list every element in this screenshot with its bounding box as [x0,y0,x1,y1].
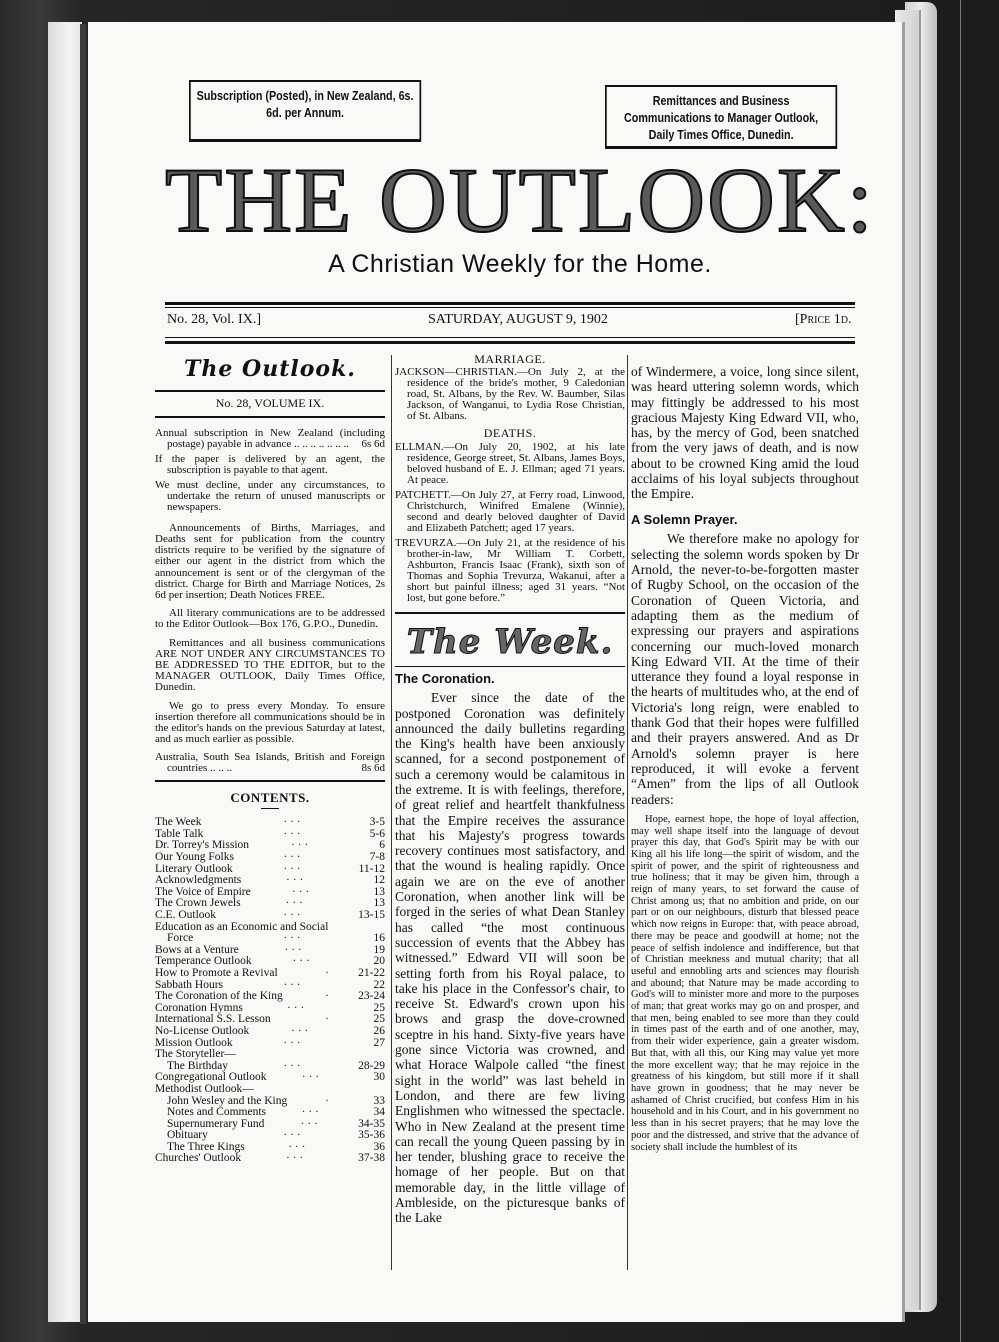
contents-entry-title: Methodist Outlook— [155,1082,254,1095]
contents-entry-page: 7-8 [369,851,385,864]
volume-line: No. 28, VOLUME IX. [215,396,325,410]
contents-entry-title: Notes and Comments [167,1106,267,1119]
contents-leader-dots: · [325,966,329,979]
the-week-title: The Week. [406,621,614,662]
contents-entry [155,991,385,1003]
contents-entry-page: 5-6 [369,827,385,840]
contents-entry-title: Supernumerary Fund [167,1117,265,1130]
contents-entry-title: Bows at a Venture [155,943,239,956]
contents-entry-page [347,1049,385,1061]
contents-entry-title: Acknowledgments [155,874,242,887]
contents-entry [155,1049,385,1061]
column-divider-1 [391,355,392,1270]
overseas-price: 8s 6d [361,762,385,775]
contents-leader-dots: · · · [283,827,301,840]
contents-leader-dots: · · · [284,943,302,956]
contents-entry [155,910,385,922]
contents-entry-page: 22 [373,978,385,991]
contents-entry-title: No-License Outlook [155,1024,250,1037]
contents-entry-title: Table Talk [155,827,204,840]
contents-leader-dots: · · · [283,851,301,864]
solemn-prayer-heading: A Solemn Prayer. [631,511,738,527]
contents-entry-page: 27 [373,1036,385,1049]
marriage-heading: MARRIAGE. [474,352,546,366]
marriage-notice: JACKSON—CHRISTIAN.—On July 2, at the residence of the bride's mother, 9 Caledonian road, St. Albans, by the Rev. W. Baumber, Silas Jackson, of Wanganui, to Lydia Rose Christian, of St. Albans. [395,366,625,423]
prayer-quote: Hope, earnest hope, the hope of loyal affection, may well shape itself into the language of devout prayer this day, that God's Spirit may be with our King all his life long—the spirit of wisdom, and the spirit of power, and the spirit of righteousness and true holiness; that it may be given him, through a reign of many years, to set forward the cause of Christ among us; that no ambition and pride, on our part or on our neighbours, disturb that blessed peace which now reigns in Europe: that, with peace abroad, there may be peace and goodwill at home; not the peace of selfish indolence and indifference, but that of Christian meekness and mutual charity; that all useful and ennobling arts and sciences may flourish and abound; that Nature may be made according to God's will to minister more and more to the purposes of man; that great works may go on and prosper, and that men, being enabled to see more than they could in times past of the earth and of one another, may, from their wider experience, gain a greater wisdom. But that, with all this, our King may value yet more the more excellent way; that he may rejoice in the greatness of his kingdom, but still more if it shall have grown in goodness; that he may never be ashamed of Christ crucified, but confess Him in his household and in his Court, and in his government no less than in his secret prayers; that he may love the poor and the distressed, and strive that the advance of society shall include the humblest of its [631,813,859,1153]
column-right [631,352,859,1160]
contents-entry-page: 36 [373,1140,385,1153]
contents-leader-dots: · [325,990,329,1003]
coronation-heading: The Coronation. [395,670,495,686]
contents-entry-title: C.E. Outlook [155,909,217,921]
contents-leader-dots: · · · [285,1152,304,1165]
contents-entry-page: 26 [373,1024,385,1037]
dateline-rule [165,337,855,338]
contents-entry-title: Mission Outlook [155,1036,233,1049]
contents-entry-page: 21-22 [358,966,385,979]
contents-entry-title: The Storyteller— [155,1048,236,1061]
divider [395,666,625,667]
contents-leader-dots: · · · [283,1059,301,1072]
contents-list [155,817,385,1165]
contents-entry-title: Churches' Outlook [155,1152,242,1165]
overseas-subscription: Australia, South Sea Islands, British and Foreign countries .. .. .. 8s 6d [155,751,385,775]
contents-entry-page: 25 [373,1013,385,1026]
contents-leader-dots: · [325,1094,329,1107]
contents-entry-title: The Week [155,816,202,829]
contents-leader-dots: · · · [290,839,309,852]
contents-leader-dots: · · · [288,1140,306,1153]
contents-entry-page: 12 [373,874,385,887]
coronation-continued: of Windermere, a voice, long since silent, was heard uttering solemn words, which may fittingly be addressed to his most gracious Majesty King Edward VII, who, has, by the mercy of God, been snatched from the very jaws of death, and is now about to be crowned King amid the loud acclaims of his loyal subjects throughout the Empire. [631,364,859,502]
contents-entry-title: Sabbath Hours [155,978,224,991]
remittance-box: Remittances and Business Communications to Manager Outlook, Daily Times Office, Dunedin. [605,85,837,149]
contents-entry-page: 11-12 [358,862,385,875]
contents-leader-dots: · · · [292,955,310,968]
contents-entry-page: 25 [373,1001,385,1014]
column-middle [395,352,625,1233]
binding-spine [80,24,86,1324]
contents-entry-title: The Coronation of the King [155,990,283,1003]
contents-entry-page: 13-15 [358,909,385,921]
divider [155,390,385,392]
divider [155,416,385,418]
previous-page-edge [48,22,82,1322]
contents-entry-title: Education as an Economic and Social [155,920,329,933]
contents-entry-page: 35-36 [358,1129,385,1142]
contents-entry-title: Our Young Folks [155,851,234,864]
contents-entry-title: How to Promote a Revival [155,966,278,979]
masthead-title: THE OUTLOOK: [165,149,875,251]
contents-entry-page: 6 [379,839,385,852]
contents-entry-page: 34 [373,1106,385,1119]
contents-entry [155,852,385,864]
issue-price: [Price 1d. [795,312,852,327]
contents-leader-dots: · · · [301,1106,319,1119]
contents-entry-page: 37-38 [358,1152,385,1165]
contents-entry-title: Literary Outlook [155,862,233,875]
contents-leader-dots: · · · [283,862,301,875]
contents-leader-dots: · · · [291,885,310,898]
contents-leader-dots: · · · [301,1071,320,1084]
contents-entry-title: The Birthday [167,1059,228,1072]
contents-entry-title: Obituary [167,1129,208,1142]
contents-entry-title: Temperance Outlook [155,955,252,968]
contents-leader-dots: · · · [287,1001,305,1014]
prayer-intro: We therefore make no apology for selecting the solemn words spoken by Dr Arnold, the never-to-be-forgotten master of Rugby School, on the occasion of the Coronation of Queen Victoria, and adapting them as the medium of expressing our prayers and aspirations concerning our much-loved monarch King Edward VII. At the time of their utterance they found a loyal response in the hearts of multitudes who, at the end of Victoria's long reign, were enabled to thank God that their hopes were fulfilled and their prayers answered. And as Dr Arnold's solemn prayer is here reproduced, it will evoke a fervent “Amen” from the lips of all Outlook readers: [631,531,859,807]
contents-entry-page: 33 [373,1094,385,1107]
masthead-subtitle: A Christian Weekly for the Home. [328,250,712,278]
issue-date: SATURDAY, AUGUST 9, 1902 [428,312,608,327]
dateline-rule-thick [165,341,855,344]
contents-entry-title: Coronation Hymns [155,1001,243,1014]
contents-entry-page: 19 [373,943,385,956]
contents-entry [155,1107,385,1119]
contents-entry-page: 30 [373,1071,385,1084]
contents-entry-page: 20 [373,955,385,968]
contents-dash [261,808,279,809]
contents-leader-dots: · · · [285,897,303,910]
contents-entry-title: The Crown Jewels [155,897,241,910]
announcements-paragraph: Announcements of Births, Marriages, and Deaths sent for publication from the country districts require to be verified by the signature of either our agent in the district from which the announcement is sent or of the clergyman of the district. Charge for Birth and Marriage Notices, 2s 6d per insertion; Death Notices FREE. [155,521,385,602]
death-notice-trevurza: TREVURZA.—On July 21, at the residence of his brother-in-law, Mr William T. Corbett, Ashburton, Francis Isaac (Frank), sixth son of Thomas and Sophia Trevurza, Wakanui, after a short but painful illness; aged 31 years. “Not lost, but gone before.” [395,536,625,604]
contents-leader-dots: · · · [291,1024,309,1037]
contents-entry-title: Dr. Torrey's Mission [155,839,250,852]
contents-entry-title: The Three Kings [167,1140,245,1153]
subscription-price: 6s 6d [361,437,385,450]
top-rule-thin [165,307,855,308]
contents-entry-title: The Voice of Empire [155,885,251,898]
death-notice-patchett: PATCHETT.—On July 27, at Ferry road, Linwood, Christchurch, Winifred Emalene (Winnie), second and dearly beloved daughter of David and Elizabeth Patchett; aged 17 years. [395,488,625,534]
contents-leader-dots: · · · [283,816,301,829]
outlook-title: The Outlook. [184,356,356,382]
column-divider-2 [627,355,628,1270]
contents-leader-dots: · [325,1013,329,1026]
column-left [155,352,385,1165]
top-rule [165,302,855,305]
notice-subscription: Annual subscription in New Zealand (including postage) payable in advance .. .. .. .. .. .. .. 6s 6d [155,426,385,450]
contents-entry-page [347,1084,385,1096]
coronation-article: Ever since the date of the postponed Coronation was definitely announced the daily bulletins regarding the King's health have been anxiously scanned, for a second postponement of such a ceremony would be calamitous in the extreme. It is with feelings, therefore, of great relief and heartfelt thankfulness that the Empire receives the assurance that his Majesty's progress towards recovery continues most satisfactory, and that the wound is healing rapidly. Once again we are on the eve of another Coronation, when another link will be forged in the series of what Dean Stanley has called “the most continuous succession of events that the Abbey has witnessed.” Edward VII will soon be setting forth from his Royal palace, to take his place in the Confessor's chair, to receive St. Edward's crown upon his brows and grasp the dove-crowned sceptre in his hand. Sixty-five years have gone since Victoria was crowned, and what Horace Walpole called “the finest sight in the world” was last beheld in London, and there are few living Englishmen who witnessed the spectacle. Who in New Zealand at the present time can recall the young Queen passing by in her tender, blushing grace to receive the homage of her people. But on that memorable day, in the little village of Ambleside, on the picturesque banks of the Lake [395,690,625,1226]
contents-entry-page: 13 [373,897,385,910]
contents-entry-title: International S.S. Lesson [155,1013,271,1026]
divider [395,612,625,614]
contents-entry-page: 34-35 [358,1117,385,1130]
death-notice-ellman: ELLMAN.—On July 20, 1902, at his late residence, George street, St. Albans, James Boys, beloved husband of E. J. Ellman; aged 71 years. At peace. [395,440,625,486]
contents-entry-page: 16 [373,932,385,945]
contents-leader-dots: · · · [283,909,301,921]
contents-entry-title: John Wesley and the King [167,1094,288,1107]
notice-manuscripts: We must decline, under any circumstances, to undertake the return of unused manuscripts or newspapers. [155,478,385,513]
contents-entry [155,1153,385,1165]
contents-leader-dots: · · · [283,932,301,945]
deaths-heading: DEATHS. [483,426,537,441]
scan-artifact-line [960,0,961,1342]
contents-entry-title: Force [167,932,194,945]
contents-entry-page: 13 [373,885,385,898]
contents-entry-page: 23-24 [358,990,385,1003]
press-paragraph: We go to press every Monday. To ensure insertion therefore all communications should be in the editor's hands on the previous Saturday at latest, and as much earlier as possible. [155,699,385,746]
contents-heading: CONTENTS. [230,790,310,806]
contents-entry [155,1026,385,1038]
remittances-paragraph: Remittances and all business communications ARE NOT UNDER ANY CIRCUMSTANCES TO BE ADDRESSED TO THE EDITOR, but to the MANAGER OUTLOOK, Daily Times Office, Dunedin. [155,636,385,694]
subscription-box: Subscription (Posted), in New Zealand, 6s. 6d. per Annum. [189,80,421,142]
contents-leader-dots: · · · [286,874,304,887]
contents-entry [155,1084,385,1096]
contents-entry [155,968,385,980]
contents-entry-page: 28-29 [358,1059,385,1072]
contents-leader-dots: · · · [283,1129,301,1142]
contents-leader-dots: · · · [300,1117,318,1130]
contents-entry-title: Congregational Outlook [155,1071,267,1084]
literary-paragraph: All literary communications are to be addressed to the Editor Outlook—Box 176, G.P.O., Dunedin. [155,607,385,631]
notice-agent: If the paper is delivered by an agent, the subscription is payable to that agent. [155,452,385,476]
issue-number: No. 28, Vol. IX.] [167,312,261,327]
contents-entry-page: 3-5 [369,816,385,829]
contents-leader-dots: · · · [283,1036,301,1049]
divider [155,780,385,782]
contents-leader-dots: · · · [283,978,301,991]
